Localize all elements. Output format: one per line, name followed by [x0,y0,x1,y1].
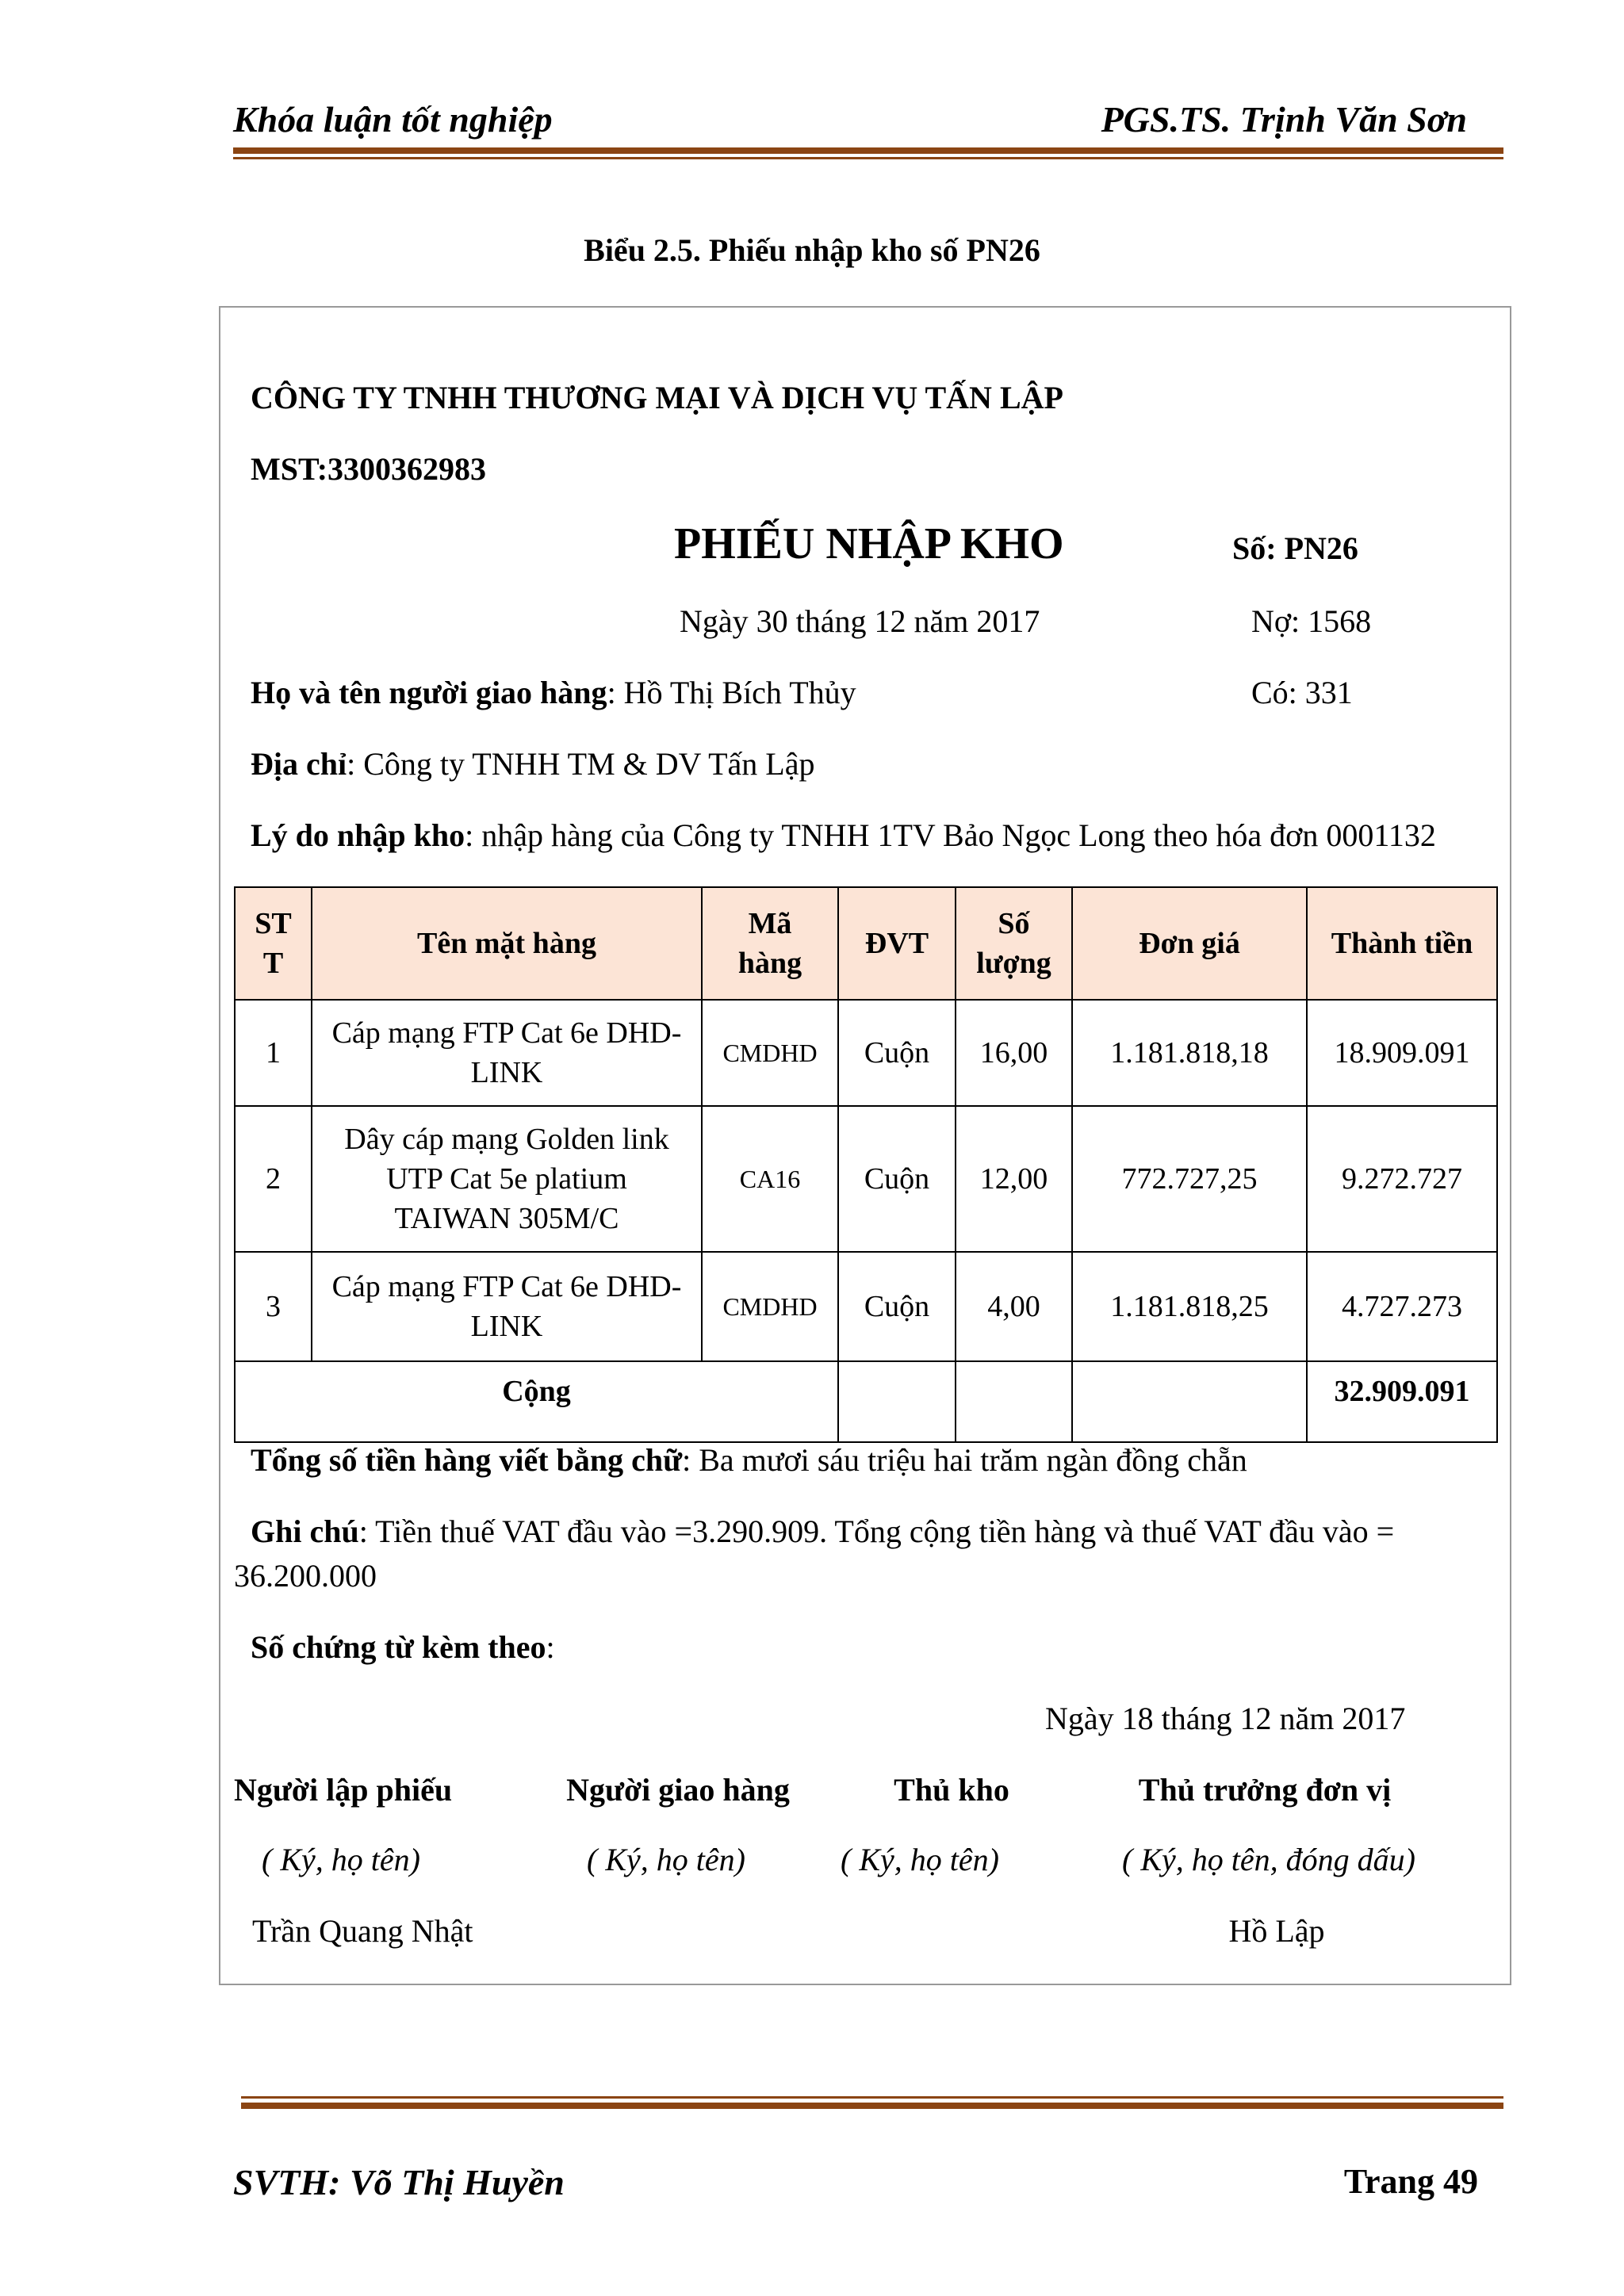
cell-amount: 18.909.091 [1307,1000,1497,1106]
note-value-line2: 36.200.000 [234,1558,377,1594]
attachments-label: Số chứng từ kèm theo [251,1629,546,1665]
cell-code: CMDHD [702,1252,838,1361]
note-value-line1: : Tiền thuế VAT đầu vào =3.290.909. Tổng cộng tiền hàng và thuế VAT đầu vào = [358,1513,1395,1549]
total-empty-price [1072,1361,1307,1442]
footer-page-number: Trang 49 [1343,2162,1478,2201]
cell-price: 1.181.818,25 [1072,1252,1307,1361]
cell-amount: 9.272.727 [1307,1106,1497,1252]
cell-price: 772.727,25 [1072,1106,1307,1252]
note-line [251,1513,1394,1550]
col-header-name: Tên mặt hàng [312,887,702,1000]
table-row [235,1252,1497,1361]
voucher-title: PHIẾU NHẬP KHO [674,519,1064,568]
words-line [251,1441,1247,1479]
header-rule-thin [233,157,1503,159]
cell-unit: Cuộn [838,1106,956,1252]
words-label: Tổng số tiền hàng viết bằng chữ [251,1442,683,1478]
header-rule-thick [233,147,1503,154]
total-empty-qty [956,1361,1072,1442]
cell-stt: 2 [235,1106,312,1252]
col-header-amount: Thành tiền [1307,887,1497,1000]
sig-head-name: Hồ Lập [1228,1913,1325,1949]
reason-label: Lý do nhập kho [251,817,465,853]
sig-preparer-hint: ( Ký, họ tên) [262,1842,420,1877]
voucher-number: Số: PN26 [1232,530,1358,566]
col-header-price: Đơn giá [1072,887,1307,1000]
address-value: : Công ty TNHH TM & DV Tấn Lập [347,746,815,782]
sig-head-title: Thủ trưởng đơn vị [1138,1772,1392,1808]
address-label: Địa chỉ [251,746,347,782]
table-total-row [235,1361,1497,1442]
voucher-date: Ngày 30 tháng 12 năm 2017 [680,603,1040,639]
sign-date: Ngày 18 tháng 12 năm 2017 [1045,1701,1406,1736]
cell-name: Cáp mạng FTP Cat 6e DHD- LINK [312,1252,702,1361]
cell-code: CA16 [702,1106,838,1252]
deliverer-label: Họ và tên người giao hàng [251,675,607,710]
cell-qty: 16,00 [956,1000,1072,1106]
col-header-qty: Số lượng [956,887,1072,1000]
deliverer-line [251,674,856,711]
cell-stt: 1 [235,1000,312,1106]
voucher-debit: Nợ: 1568 [1251,603,1372,639]
cell-unit: Cuộn [838,1000,956,1106]
words-value: : Ba mươi sáu triệu hai trăm ngàn đồng chẵn [682,1442,1247,1478]
cell-price: 1.181.818,18 [1072,1000,1307,1106]
footer-rule-thin [241,2096,1503,2099]
sig-storekeeper-title: Thủ kho [894,1772,1009,1808]
total-amount: 32.909.091 [1307,1361,1497,1442]
total-label: Cộng [235,1361,838,1442]
voucher-credit: Có: 331 [1251,675,1353,710]
attachments-line [251,1628,555,1666]
cell-unit: Cuộn [838,1252,956,1361]
sig-deliverer-title: Người giao hàng [566,1772,790,1808]
cell-stt: 3 [235,1252,312,1361]
cell-name: Cáp mạng FTP Cat 6e DHD- LINK [312,1000,702,1106]
cell-amount: 4.727.273 [1307,1252,1497,1361]
deliverer-value: : Hồ Thị Bích Thủy [607,675,856,710]
col-header-code: Mã hàng [702,887,838,1000]
cell-qty: 4,00 [956,1252,1072,1361]
sig-preparer-title: Người lập phiếu [234,1772,453,1808]
cell-qty: 12,00 [956,1106,1072,1252]
table-header-row [235,887,1497,1000]
note-label: Ghi chú [251,1513,359,1549]
col-header-stt: ST T [235,887,312,1000]
sig-preparer-name: Trần Quang Nhật [252,1913,473,1949]
items-table [234,886,1498,1443]
company-tax-code: MST:3300362983 [251,451,487,487]
header-right: PGS.TS. Trịnh Văn Sơn [1101,99,1467,140]
address-line [251,745,815,783]
header-left: Khóa luận tốt nghiệp [233,99,553,140]
col-header-unit: ĐVT [838,887,956,1000]
total-empty-unit [838,1361,956,1442]
reason-value: : nhập hàng của Công ty TNHH 1TV Bảo Ngọc Long theo hóa đơn 0001132 [465,817,1436,853]
figure-caption: Biểu 2.5. Phiếu nhập kho số PN26 [584,232,1040,268]
cell-code: CMDHD [702,1000,838,1106]
sig-head-hint: ( Ký, họ tên, đóng dấu) [1122,1842,1415,1877]
footer-left: SVTH: Võ Thị Huyền [233,2162,565,2202]
cell-name: Dây cáp mạng Golden link UTP Cat 5e platium TAIWAN 305M/C [312,1106,702,1252]
table-row [235,1000,1497,1106]
sig-deliverer-hint: ( Ký, họ tên) [587,1842,745,1877]
reason-line [251,817,1436,854]
attachments-value: : [546,1629,555,1665]
table-row [235,1106,1497,1252]
sig-storekeeper-hint: ( Ký, họ tên) [841,1842,999,1877]
company-name: CÔNG TY TNHH THƯƠNG MẠI VÀ DỊCH VỤ TẤN LẬP [251,380,1063,415]
footer-rule-thick [241,2103,1503,2109]
